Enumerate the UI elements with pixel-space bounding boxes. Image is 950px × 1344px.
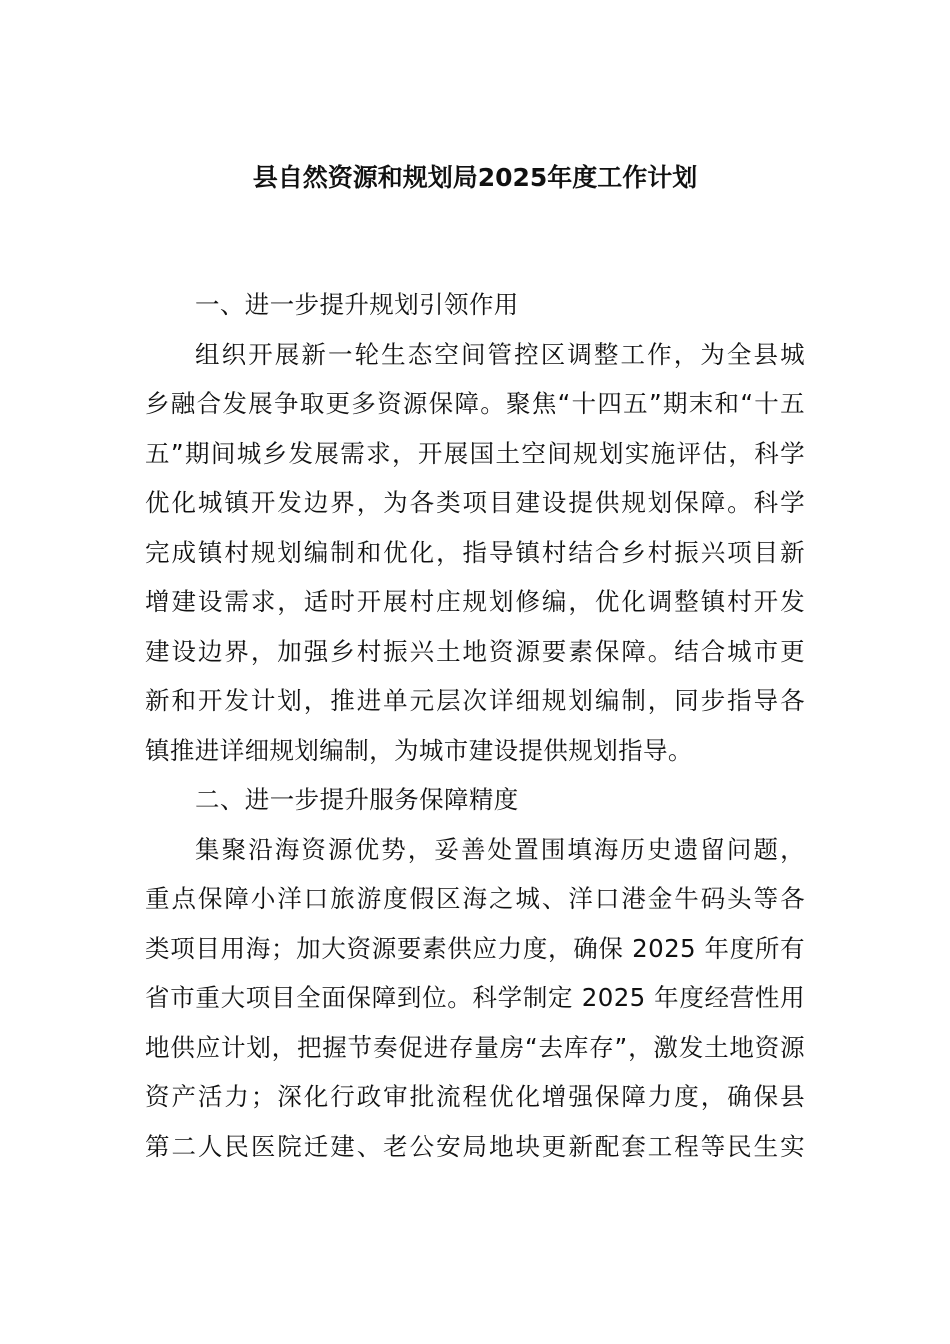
paragraph-line: 省市重大项目全面保障到位。科学制定 2025 年度经营性用 xyxy=(145,983,805,1012)
paragraph-line: 乡融合发展争取更多资源保障。聚焦“十四五”期末和“十五 xyxy=(145,389,805,418)
paragraph-line: 集聚沿海资源优势，妥善处置围填海历史遗留问题， xyxy=(195,834,805,864)
paragraph-line: 增建设需求，适时开展村庄规划修编，优化调整镇村开发 xyxy=(145,587,805,616)
paragraph-line: 第二人民医院迁建、老公安局地块更新配套工程等民生实 xyxy=(145,1131,805,1161)
paragraph-line: 完成镇村规划编制和优化，指导镇村结合乡村振兴项目新 xyxy=(145,537,805,567)
paragraph-line: 资产活力；深化行政审批流程优化增强保障力度，确保县 xyxy=(145,1082,805,1111)
paragraph-line: 建设边界，加强乡村振兴土地资源要素保障。结合城市更 xyxy=(145,636,805,666)
document-body xyxy=(145,280,805,1171)
paragraph-line: 类项目用海；加大资源要素供应力度，确保 2025 年度所有 xyxy=(145,933,805,963)
section-heading-1: 一、进一步提升规划引领作用 xyxy=(195,290,519,319)
paragraph-line: 地供应计划，把握节奏促进存量房“去库存”，激发土地资源 xyxy=(145,1032,805,1062)
paragraph-line: 五”期间城乡发展需求，开展国土空间规划实施评估，科学 xyxy=(145,438,805,468)
paragraph-line: 组织开展新一轮生态空间管控区调整工作，为全县城 xyxy=(195,339,805,369)
document-title: 县自然资源和规划局2025年度工作计划 xyxy=(252,163,698,192)
section-heading-2: 二、进一步提升服务保障精度 xyxy=(195,785,519,814)
paragraph-line: 新和开发计划，推进单元层次详细规划编制，同步指导各 xyxy=(145,686,805,715)
paragraph-line: 镇推进详细规划编制，为城市建设提供规划指导。 xyxy=(145,735,693,765)
paragraph-line: 重点保障小洋口旅游度假区海之城、洋口港金牛码头等各 xyxy=(145,884,805,913)
paragraph-line: 优化城镇开发边界，为各类项目建设提供规划保障。科学 xyxy=(145,488,805,517)
